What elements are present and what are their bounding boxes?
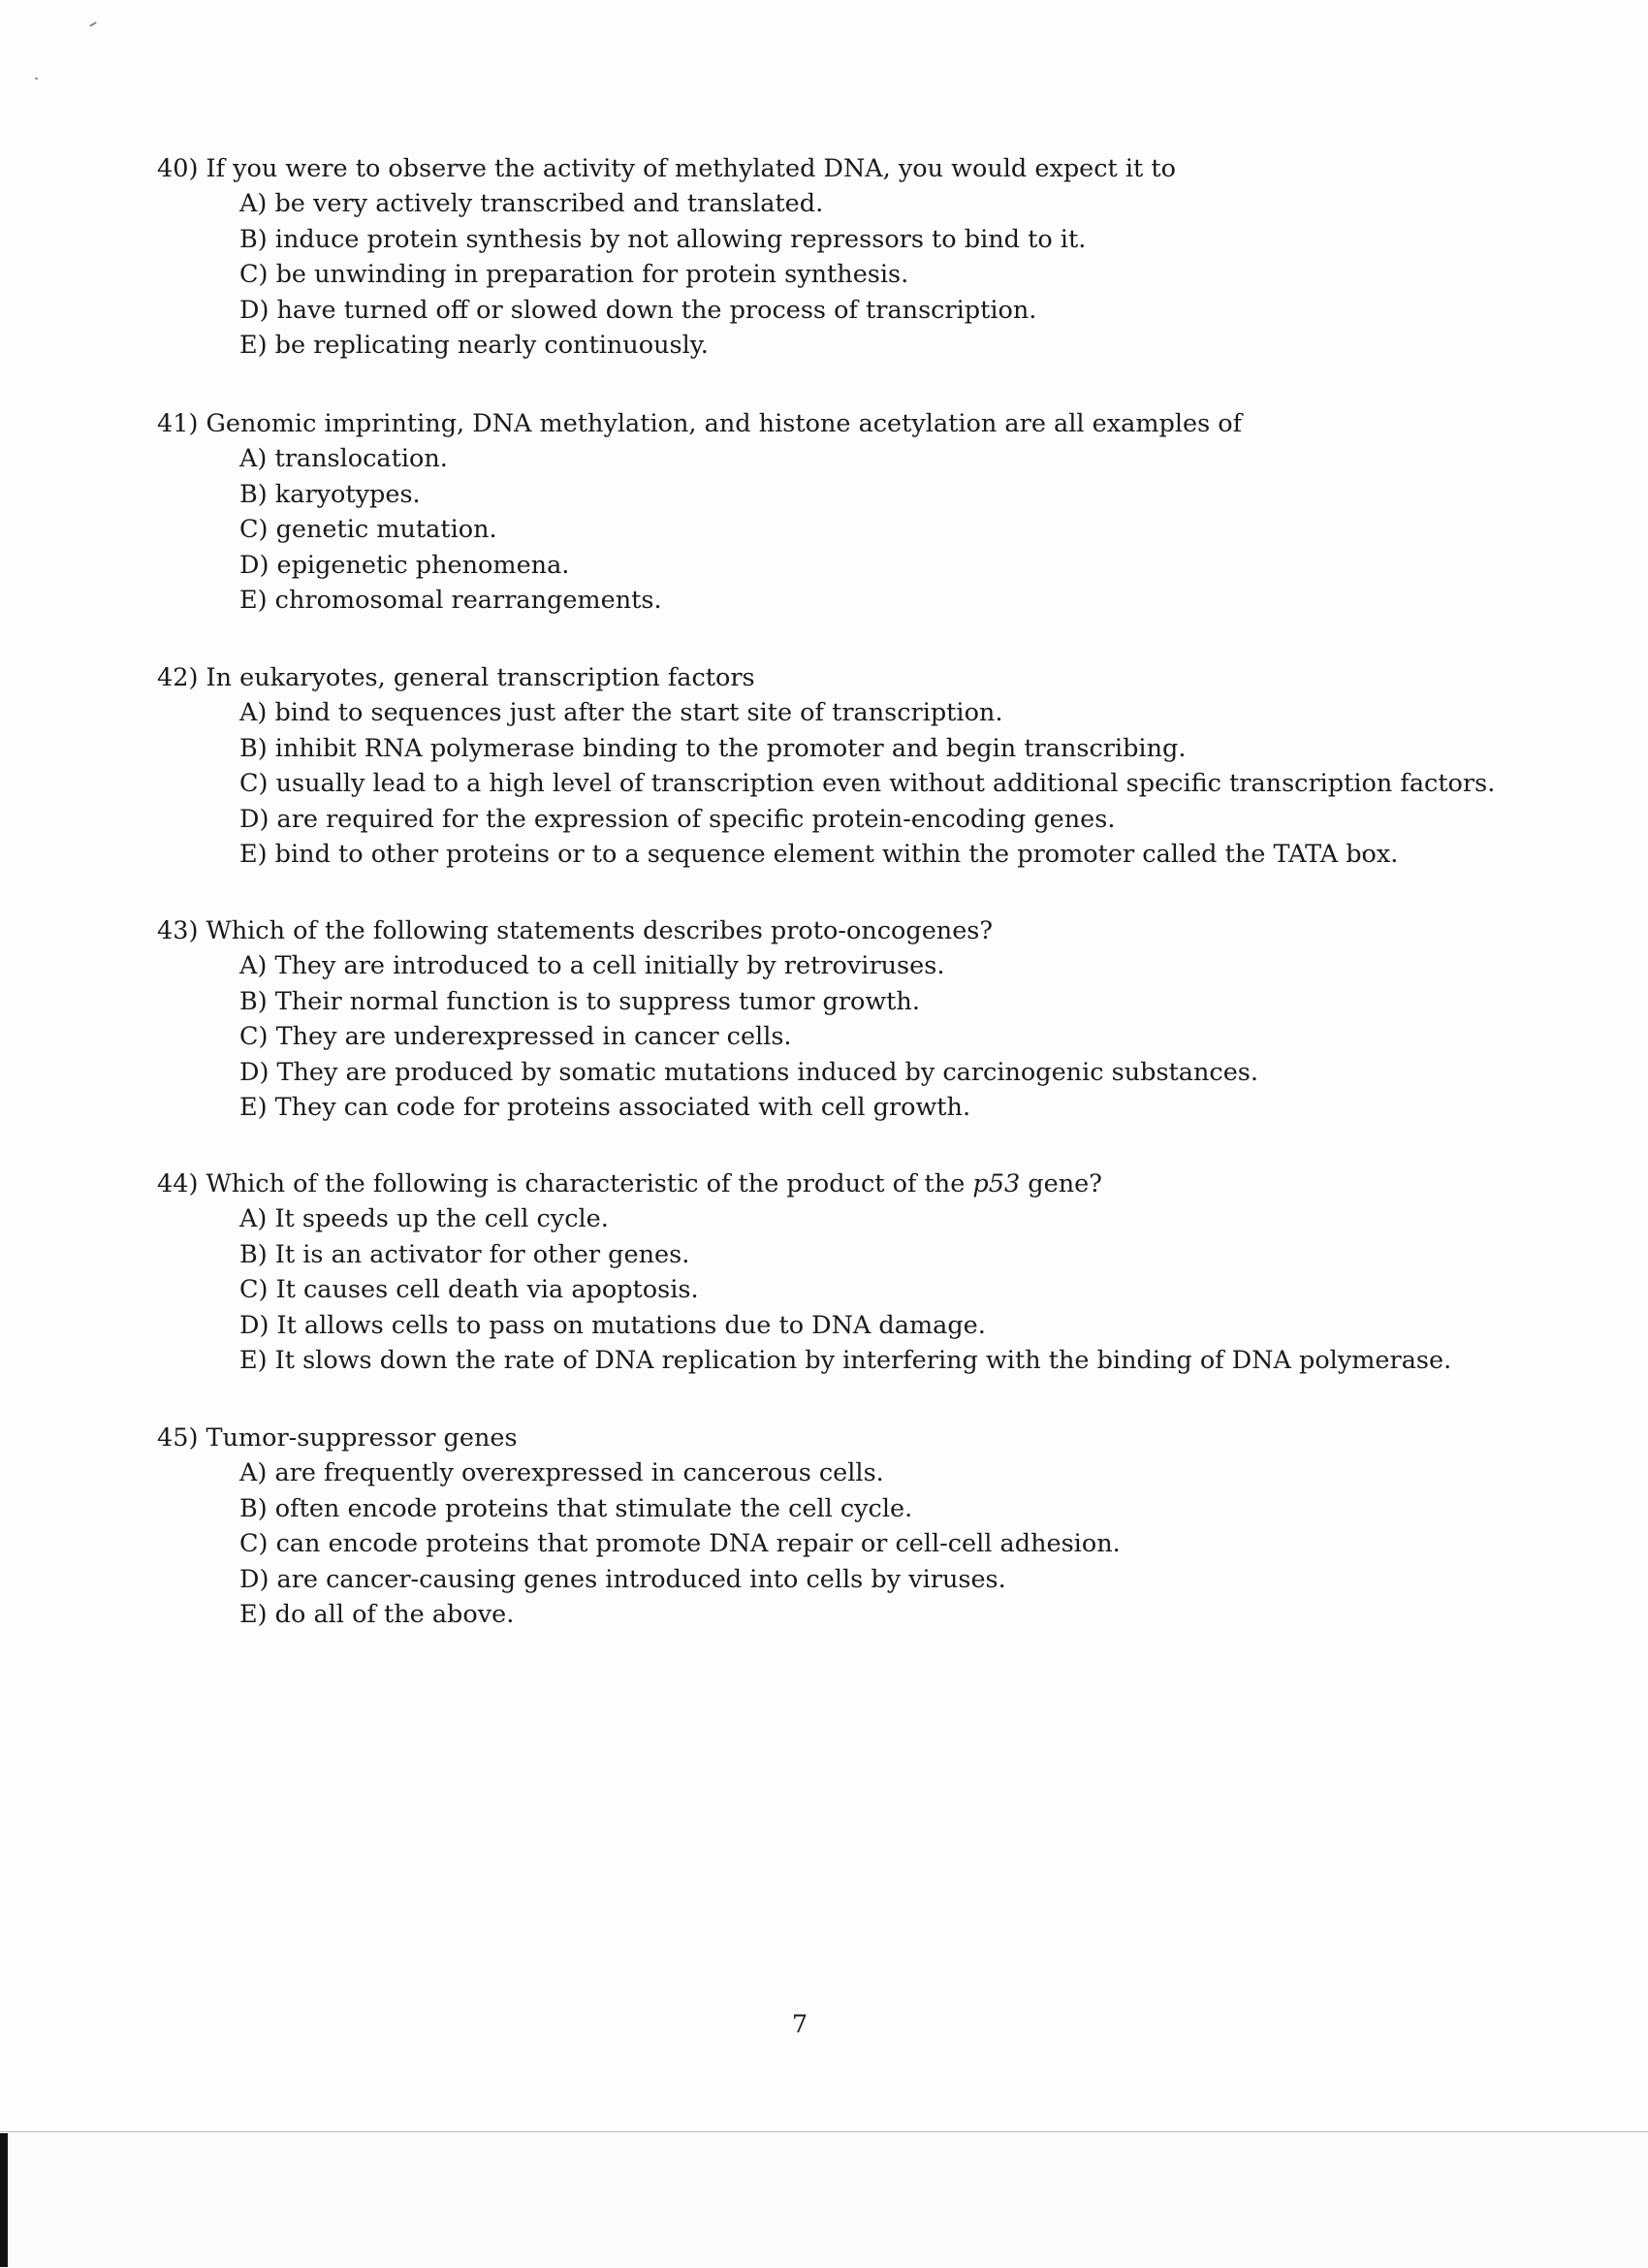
answer-choice-d: D) They are produced by somatic mutations induced by carcinogenic substances. — [239, 1057, 1258, 1087]
answer-choice-e: E) chromosomal rearrangements. — [239, 586, 662, 615]
answer-choice-b: B) It is an activator for other genes. — [239, 1239, 690, 1269]
question-stem — [157, 1166, 1534, 1201]
answer-choice-c: C) They are underexpressed in cancer cells. — [239, 1022, 792, 1051]
scanner-shadow — [0, 2133, 8, 2267]
question-stem-text: gene? — [1020, 1169, 1102, 1198]
question-stem: 43) Which of the following statements describes proto-oncogenes? — [157, 916, 994, 945]
question-41 — [157, 406, 1534, 619]
answer-choice-a: A) It speeds up the cell cycle. — [239, 1204, 609, 1233]
answer-choice-b: B) induce protein synthesis by not allowing repressors to bind to it. — [239, 224, 1087, 254]
answer-choice-e: E) bind to other proteins or to a sequence element within the promoter called the TATA box. — [239, 840, 1399, 869]
answer-choice-c: C) usually lead to a high level of transcription even without additional specific transcription factors. — [239, 769, 1496, 798]
answer-choice-d: D) have turned off or slowed down the process of transcription. — [239, 295, 1037, 325]
answer-choice-a: A) They are introduced to a cell initially by retroviruses. — [239, 951, 945, 980]
answer-choice-b: B) often encode proteins that stimulate the cell cycle. — [239, 1493, 913, 1523]
answer-choice-e: E) It slows down the rate of DNA replication by interfering with the binding of DNA polymerase. — [239, 1346, 1452, 1375]
answer-choice-a: A) translocation. — [239, 444, 448, 473]
scan-speck — [35, 78, 38, 80]
question-43 — [157, 913, 1534, 1126]
question-stem: 41) Genomic imprinting, DNA methylation, and histone acetylation are all examples of — [157, 409, 1243, 438]
answer-choice-a: A) be very actively transcribed and translated. — [239, 189, 824, 218]
page-number: 7 — [791, 2010, 808, 2039]
question-stem: 40) If you were to observe the activity of methylated DNA, you would expect it to — [157, 154, 1176, 183]
question-stem-text: 44) Which of the following is characteristic of the product of the — [157, 1169, 973, 1198]
answer-choice-a: A) bind to sequences just after the start site of transcription. — [239, 698, 1003, 727]
gene-name-italic: p53 — [972, 1169, 1021, 1198]
answer-choice-e: E) be replicating nearly continuously. — [239, 331, 709, 360]
answer-choice-d: D) are cancer-causing genes introduced into cells by viruses. — [239, 1564, 1006, 1594]
scan-speck — [89, 21, 97, 27]
answer-choice-e: E) They can code for proteins associated with cell growth. — [239, 1093, 971, 1122]
answer-choice-b: B) karyotypes. — [239, 479, 421, 509]
answer-choice-d: D) It allows cells to pass on mutations due to DNA damage. — [239, 1310, 986, 1340]
question-stem: 45) Tumor-suppressor genes — [157, 1423, 518, 1453]
answer-choice-c: C) It causes cell death via apoptosis. — [239, 1275, 699, 1304]
answer-choice-b: B) Their normal function is to suppress tumor growth. — [239, 986, 920, 1016]
question-stem: 42) In eukaryotes, general transcription factors — [157, 663, 755, 692]
answer-choice-c: C) genetic mutation. — [239, 515, 497, 544]
question-45 — [157, 1421, 1534, 1633]
answer-choice-d: D) epigenetic phenomena. — [239, 550, 570, 580]
answer-choice-c: C) be unwinding in preparation for protein synthesis. — [239, 260, 909, 289]
scanner-bed-edge — [0, 2131, 1648, 2268]
question-44 — [157, 1166, 1534, 1379]
answer-choice-e: E) do all of the above. — [239, 1600, 515, 1629]
answer-choice-c: C) can encode proteins that promote DNA repair or cell-cell adhesion. — [239, 1529, 1121, 1558]
question-42 — [157, 660, 1534, 873]
answer-choice-b: B) inhibit RNA polymerase binding to the promoter and begin transcribing. — [239, 733, 1187, 763]
answer-choice-d: D) are required for the expression of specific protein-encoding genes. — [239, 804, 1116, 834]
question-40 — [157, 151, 1534, 364]
answer-choice-a: A) are frequently overexpressed in cancerous cells. — [239, 1458, 884, 1487]
